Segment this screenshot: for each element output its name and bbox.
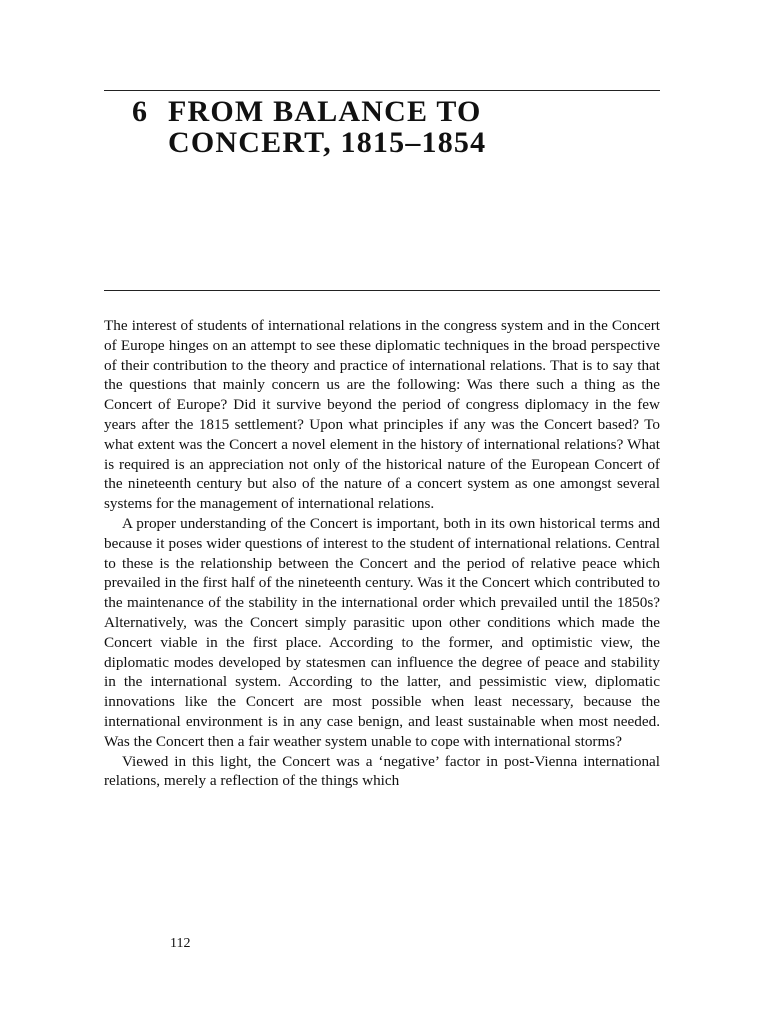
- bottom-rule: [104, 290, 660, 291]
- body-text: [104, 316, 660, 791]
- top-rule: [104, 90, 660, 91]
- chapter-number: 6: [132, 95, 149, 128]
- paragraph: The interest of students of international relations in the congress system and in the Concert of Europe hinges on an attempt to see these diplomatic techniques in the broad perspective of their contribution to the theory and practice of international relations. That is to say that the questions that mainly concern us are the following: Was there such a thing as the Concert of Europe? Did it survive beyond the period of congress diplomacy in the few years after the 1815 settlement? Upon what principles if any was the Concert based? To what extent was the Concert a novel element in the history of international relations? What is required is an appreciation not only of the historical nature of the European Concert of the nineteenth century but also of the nature of a concert system as one amongst several systems for the management of international relations.: [104, 317, 660, 513]
- page-number: 112: [170, 936, 191, 951]
- paragraph: A proper understanding of the Concert is important, both in its own historical terms and because it poses wider questions of interest to the student of international relations. Central to these is the relationship between the Concert and the period of relative peace which prevailed in the first half of the nineteenth century. Was it the Concert which contributed to the maintenance of the stability in the international order which prevailed until the 1850s? Alternatively, was the Concert simply parasitic upon other conditions which made the Concert viable in the first place. According to the former, and optimistic view, the diplomatic modes developed by statesmen can influence the degree of peace and stability in the international system. According to the latter, and pessimistic view, diplomatic innovations like the Concert are most possible when least necessary, because the international environment is in any case benign, and least sustainable when most needed. Was the Concert then a fair weather system unable to cope with international storms?: [104, 514, 660, 750]
- chapter-title-line-2: CONCERT, 1815–1854: [168, 126, 487, 159]
- chapter-title-line-1: FROM BALANCE TO: [168, 95, 482, 128]
- paragraph: Viewed in this light, the Concert was a ‘negative’ factor in post-Vienna international relations, merely a reflection of the things which: [104, 752, 660, 790]
- chapter-heading: [132, 96, 652, 158]
